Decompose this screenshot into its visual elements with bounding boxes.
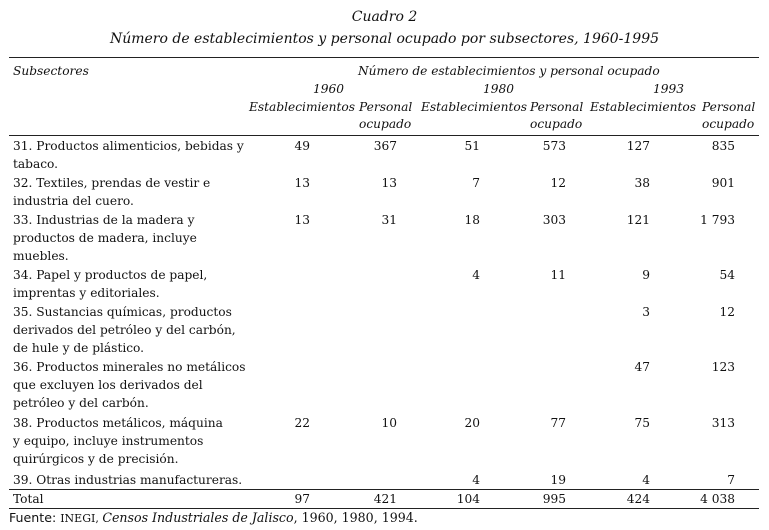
header-per-line2: ocupado xyxy=(359,117,412,131)
row-label-line: y equipo, incluye instrumentos xyxy=(13,434,204,448)
table-cell: 4 xyxy=(472,268,480,282)
source-note xyxy=(9,510,418,525)
table-cell: 13 xyxy=(294,176,310,190)
row-label-line: quirúrgicos y de precisión. xyxy=(13,452,179,466)
table-cell: 75 xyxy=(634,416,650,430)
header-year-1960: 1960 xyxy=(312,82,344,96)
table-cell: 18 xyxy=(464,213,480,227)
header-year-1980: 1980 xyxy=(482,82,514,96)
row-label xyxy=(13,414,253,468)
row-label xyxy=(13,303,253,357)
table-cell: 901 xyxy=(711,176,735,190)
total-cell: 97 xyxy=(294,492,310,506)
row-label-line: tabaco. xyxy=(13,157,59,171)
header-est-1980: Establecimientos xyxy=(421,100,527,114)
header-per-1960 xyxy=(359,99,412,133)
table-cell: 77 xyxy=(550,416,566,430)
source-prefix: Fuente: xyxy=(9,510,61,525)
table-cell: 123 xyxy=(711,360,735,374)
row-label-line: imprentas y editoriales. xyxy=(13,286,160,300)
total-label: Total xyxy=(13,492,44,506)
table-cell: 31 xyxy=(381,213,397,227)
total-rule xyxy=(9,489,759,490)
row-label xyxy=(13,174,253,210)
row-label-line: 31. Productos alimenticios, bebidas y xyxy=(13,139,244,153)
row-label-line: 38. Productos metálicos, máquina xyxy=(13,416,223,430)
bottom-rule xyxy=(9,508,759,509)
header-per-1993 xyxy=(702,99,755,133)
header-per-line1: Personal xyxy=(702,100,756,114)
total-cell: 421 xyxy=(373,492,397,506)
row-label-line: que excluyen los derivados del xyxy=(13,378,203,392)
table-title: Cuadro 2 xyxy=(351,9,418,25)
table-cell: 9 xyxy=(642,268,650,282)
table-cell: 22 xyxy=(294,416,310,430)
table-subtitle: Número de establecimientos y personal ocupado por subsectores, 1960-1995 xyxy=(109,31,660,47)
table-cell: 4 xyxy=(472,473,480,487)
header-est-1960: Establecimientos xyxy=(249,100,355,114)
source-work: Censos Industriales de Jalisco xyxy=(102,510,294,525)
table-cell: 7 xyxy=(727,473,735,487)
table-cell: 49 xyxy=(294,139,310,153)
table-cell: 4 xyxy=(642,473,650,487)
row-label-line: de hule y de plástico. xyxy=(13,341,145,355)
table-cell: 47 xyxy=(634,360,650,374)
row-label-line: muebles. xyxy=(13,249,69,263)
table-cell: 835 xyxy=(711,139,735,153)
header-year-1993: 1993 xyxy=(652,82,684,96)
header-per-line1: Personal xyxy=(530,100,584,114)
table-cell: 13 xyxy=(381,176,397,190)
row-label-line: 33. Industrias de la madera y xyxy=(13,213,195,227)
row-label-line: derivados del petróleo y del carbón, xyxy=(13,323,236,337)
table-cell: 12 xyxy=(550,176,566,190)
top-rule xyxy=(9,57,759,58)
table-cell: 19 xyxy=(550,473,566,487)
table-cell: 13 xyxy=(294,213,310,227)
header-group: Número de establecimientos y personal ocupado xyxy=(358,64,660,78)
row-label-line: 35. Sustancias químicas, productos xyxy=(13,305,232,319)
row-label-line: industria del cuero. xyxy=(13,194,134,208)
total-cell: 424 xyxy=(626,492,650,506)
table-cell: 10 xyxy=(381,416,397,430)
row-label-line: 34. Papel y productos de papel, xyxy=(13,268,208,282)
total-cell: 4 038 xyxy=(700,492,735,506)
table-cell: 303 xyxy=(542,213,566,227)
header-per-line1: Personal xyxy=(359,100,413,114)
table-cell: 127 xyxy=(626,139,650,153)
row-label xyxy=(13,471,253,489)
total-cell: 104 xyxy=(456,492,480,506)
table-cell: 121 xyxy=(626,213,650,227)
row-label-line: productos de madera, incluye xyxy=(13,231,197,245)
header-per-line2: ocupado xyxy=(702,117,755,131)
table-cell: 7 xyxy=(472,176,480,190)
table-cell: 573 xyxy=(542,139,566,153)
row-label-line: 39. Otras industrias manufactureras. xyxy=(13,473,243,487)
table-cell: 20 xyxy=(464,416,480,430)
table-cell: 54 xyxy=(719,268,735,282)
table-cell: 313 xyxy=(711,416,735,430)
table-cell: 3 xyxy=(642,305,650,319)
row-label-line: 36. Productos minerales no metálicos xyxy=(13,360,246,374)
table-cell: 11 xyxy=(550,268,566,282)
row-label-line: petróleo y del carbón. xyxy=(13,396,149,410)
table-cell: 51 xyxy=(464,139,480,153)
row-label xyxy=(13,137,253,173)
total-cell: 995 xyxy=(542,492,566,506)
header-subsectores: Subsectores xyxy=(13,64,89,78)
table-cell: 12 xyxy=(719,305,735,319)
header-per-line2: ocupado xyxy=(530,117,583,131)
source-org: INEGI, xyxy=(60,512,103,525)
header-est-1993: Establecimientos xyxy=(590,100,696,114)
row-label xyxy=(13,266,253,302)
header-rule xyxy=(9,135,759,136)
row-label-line: 32. Textiles, prendas de vestir e xyxy=(13,176,211,190)
row-label xyxy=(13,358,253,412)
table-cell: 367 xyxy=(373,139,397,153)
row-label xyxy=(13,211,253,265)
table-cell: 1 793 xyxy=(700,213,735,227)
table-cell: 38 xyxy=(634,176,650,190)
header-per-1980 xyxy=(530,99,583,133)
source-years: , 1960, 1980, 1994. xyxy=(293,510,418,525)
